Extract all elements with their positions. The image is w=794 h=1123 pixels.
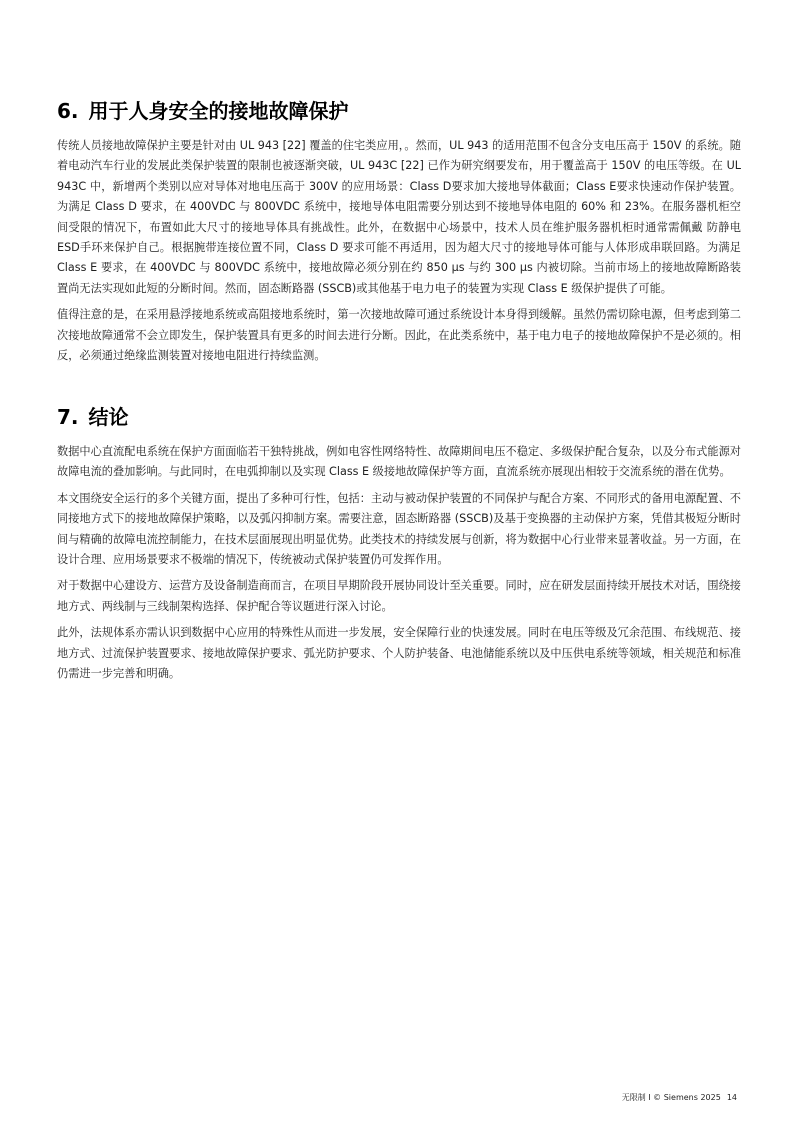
section-6: [57, 98, 741, 366]
section-7-paragraph-4: 此外，法规体系亦需认识到数据中心应用的特殊性从而进一步发展，安全保障行业的快速发展。同时在电压等级及冗余范围、布线规范、接地方式、过流保护装置要求、接地故障保护要求、弧光防护要求、个人防护装备、电池储能系统以及中压供电系统等领域，相关规范和标准仍需进一步完善和明确。: [57, 626, 741, 681]
footer-copyright: 无限制 I © Siemens 2025: [621, 1093, 721, 1102]
section-7-paragraph-2: 本文围绕安全运行的多个关键方面，提出了多种可行性，包括：主动与被动保护装置的不同保护与配合方案、不同形式的备用电源配置、不同接地方式下的接地故障保护策略，以及弧闪抑制方案。需要注意，固态断路器 (SSCB)及基于变换器的主动保护方案，凭借其极短分断时间与精确的故障电流控制能力，在技术层面展现出明显优势。此类技术的持续发展与创新，将为数据中心行业带来显著收益。另一方面，在设计合理、应用场景要求不极端的情况下，传统被动式保护装置仍可发挥作用。: [57, 491, 741, 567]
section-7-paragraph-1: 数据中心直流配电系统在保护方面面临若干独特挑战，例如电容性网络特性、故障期间电压不稳定、多级保护配合复杂，以及分布式能源对故障电流的叠加影响。与此同时，在电弧抑制以及实现 Class E 级接地故障保护等方面，直流系统亦展现出相较于交流系统的潜在优势。: [57, 445, 741, 479]
page-footer: [622, 1093, 737, 1103]
section-6-title: 用于人身安全的接地故障保护: [88, 99, 349, 123]
section-7-heading: [57, 404, 741, 430]
section-6-heading: [57, 98, 741, 124]
section-6-paragraph-2: 值得注意的是，在采用悬浮接地系统或高阻接地系统时，第一次接地故障可通过系统设计本身得到缓解。虽然仍需切除电源，但考虑到第二次接地故障通常不会立即发生，保护装置具有更多的时间去进行分断。因此，在此类系统中，基于电力电子的接地故障保护不是必须的。相反，必须通过绝缘监测装置对接地电阻进行持续监测。: [57, 308, 741, 363]
section-7-paragraph-3: 对于数据中心建设方、运营方及设备制造商而言，在项目早期阶段开展协同设计至关重要。同时，应在研发层面持续开展技术对话，围绕接地方式、两线制与三线制架构选择、保护配合等议题进行深入讨论。: [57, 579, 741, 613]
section-7-number: 7.: [57, 405, 79, 429]
section-6-number: 6.: [57, 99, 79, 123]
page-number: 14: [726, 1093, 737, 1102]
section-7-title: 结论: [88, 405, 129, 429]
section-6-paragraph-1: 传统人员接地故障保护主要是针对由 UL 943 [22] 覆盖的住宅类应用，。然而，UL 943 的适用范围不包含分支电压高于 150V 的系统。随着电动汽车行业的发展此类保护装置的限制也被逐渐突破，UL 943C [22] 已作为研究纲要发布，用于覆盖高于 150V 的电压等级。在 UL 943C 中，新增两个类别以应对导体对地电压高于 300V 的应用场景：Class D要求加大接地导体截面；Class E要求快速动作保护装置。为满足 Class D 要求，在 400VDC 与 800VDC 系统中，接地导体电阻需要分别达到不接地导体电阻的 60% 和 23%。在服务器机柜空间受限的情况下，布置如此大尺寸的接地导体具有挑战性。此外，在数据中心场景中，技术人员在维护服务器机柜时通常需佩戴 防静电ESD手环来保护自己。根据腕带连接位置不同，Class D 要求可能不再适用，因为超大尺寸的接地导体可能与人体形成串联回路。为满足 Class E 要求，在 400VDC 与 800VDC 系统中，接地故障必须分别在约 850 μs 与约 300 μs 内被切除。当前市场上的接地故障断路装置尚无法实现如此短的分断时间。然而，固态断路器 (SSCB)或其他基于电力电子的装置为实现 Class E 级保护提供了可能。: [57, 139, 741, 295]
section-7: [57, 404, 741, 684]
